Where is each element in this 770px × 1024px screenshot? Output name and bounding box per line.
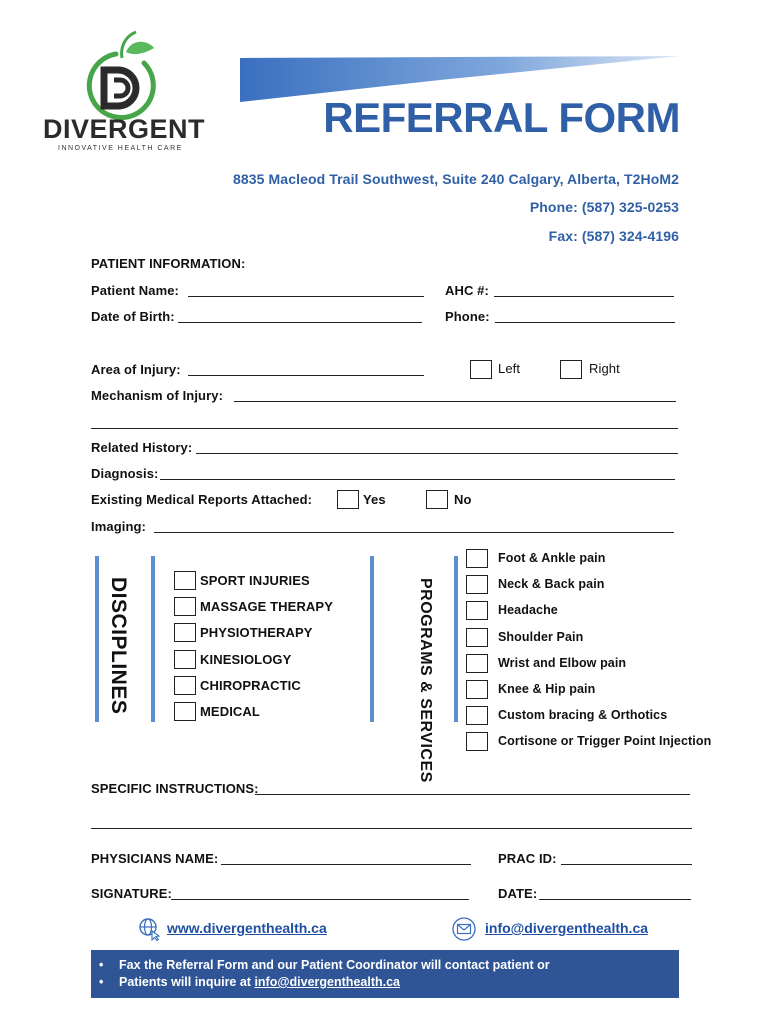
page-title: REFERRAL FORM xyxy=(323,94,680,141)
envelope-icon xyxy=(452,917,476,941)
signature-label: SIGNATURE: xyxy=(91,886,172,901)
diagnosis-field[interactable] xyxy=(160,479,675,480)
disciplines-title: DISCIPLINES xyxy=(107,577,130,715)
logo-tagline: INNOVATIVE HEALTH CARE xyxy=(58,145,183,152)
notice-text-1: Fax the Referral Form and our Patient Coordinator will contact patient or xyxy=(119,958,550,972)
programs-title xyxy=(392,578,436,783)
program-checkbox[interactable] xyxy=(466,549,488,568)
instructions-label: SPECIFIC INSTRUCTIONS: xyxy=(91,781,259,796)
discipline-checkbox[interactable] xyxy=(174,623,196,642)
program-label: Neck & Back pain xyxy=(498,577,605,592)
program-label: Shoulder Pain xyxy=(498,629,584,644)
date-label: DATE: xyxy=(498,886,538,901)
mechanism-label: Mechanism of Injury: xyxy=(91,388,224,403)
ahc-label: AHC #: xyxy=(445,283,489,298)
right-checkbox[interactable] xyxy=(560,360,582,379)
history-label: Related History: xyxy=(91,440,193,455)
discipline-checkbox[interactable] xyxy=(174,676,196,695)
reports-no-checkbox[interactable] xyxy=(426,490,448,509)
bullet-icon: • xyxy=(99,975,104,989)
notice-line-1 xyxy=(99,958,550,972)
mechanism-field-continued[interactable] xyxy=(91,428,678,429)
discipline-label: SPORT INJURIES xyxy=(200,573,310,588)
discipline-checkbox[interactable] xyxy=(174,650,196,669)
program-checkbox[interactable] xyxy=(466,706,488,725)
phone-field[interactable] xyxy=(495,322,675,323)
program-checkbox[interactable] xyxy=(466,654,488,673)
program-checkbox[interactable] xyxy=(466,628,488,647)
program-checkbox[interactable] xyxy=(466,601,488,620)
discipline-checkbox[interactable] xyxy=(174,702,196,721)
discipline-checkbox[interactable] xyxy=(174,571,196,590)
clinic-fax: Fax: (587) 324-4196 xyxy=(548,228,679,244)
patient-section-title: PATIENT INFORMATION: xyxy=(91,256,246,271)
notice-banner xyxy=(91,950,679,998)
diagnosis-label: Diagnosis: xyxy=(91,466,159,481)
program-checkbox[interactable] xyxy=(466,575,488,594)
program-checkbox[interactable] xyxy=(466,680,488,699)
clinic-address: 8835 Macleod Trail Southwest, Suite 240 Calgary, Alberta, T2HoM2 xyxy=(233,171,679,187)
discipline-label: MEDICAL xyxy=(200,704,260,719)
leaf-icon xyxy=(122,32,154,58)
website-link[interactable]: www.divergenthealth.ca xyxy=(167,920,327,936)
imaging-field[interactable] xyxy=(154,532,674,533)
prac-id-field[interactable] xyxy=(561,864,692,865)
left-label: Left xyxy=(498,361,521,376)
instructions-field-continued[interactable] xyxy=(91,828,692,829)
reports-yes-checkbox[interactable] xyxy=(337,490,359,509)
discipline-label: KINESIOLOGY xyxy=(200,651,292,667)
reports-label: Existing Medical Reports Attached: xyxy=(91,492,313,507)
logo xyxy=(40,28,205,158)
programs-title-line2: SERVICES xyxy=(417,698,434,783)
logo-mark xyxy=(40,28,205,128)
injury-area-field[interactable] xyxy=(188,375,424,376)
notice-line-2 xyxy=(99,975,400,989)
injury-area-label: Area of Injury: xyxy=(91,362,181,377)
imaging-label: Imaging: xyxy=(91,519,146,534)
signature-field[interactable] xyxy=(171,899,469,900)
patient-name-label: Patient Name: xyxy=(91,283,179,298)
discipline-label: MASSAGE THERAPY xyxy=(200,599,333,615)
programs-right-bar xyxy=(454,556,458,722)
discipline-label: PHYSIOTHERAPY xyxy=(200,625,313,641)
clinic-phone: Phone: (587) 325-0253 xyxy=(529,199,679,215)
program-label: Custom bracing & Orthotics xyxy=(498,708,668,723)
program-label: Foot & Ankle pain xyxy=(498,551,606,565)
program-checkbox[interactable] xyxy=(466,732,488,751)
bullet-icon: • xyxy=(99,958,104,972)
program-label: Wrist and Elbow pain xyxy=(498,655,627,670)
phone-label: Phone: xyxy=(445,309,490,324)
program-label: Headache xyxy=(498,603,558,618)
patient-name-field[interactable] xyxy=(188,296,424,297)
reports-no-label: No xyxy=(454,492,472,507)
reports-yes-label: Yes xyxy=(363,492,386,507)
program-label: Cortisone or Trigger Point Injection xyxy=(498,734,712,749)
history-field[interactable] xyxy=(196,453,678,454)
discipline-label: CHIROPRACTIC xyxy=(200,677,301,693)
disciplines-left-bar xyxy=(95,556,99,722)
physician-label: PHYSICIANS NAME: xyxy=(91,851,219,866)
mechanism-field[interactable] xyxy=(234,401,676,402)
instructions-field[interactable] xyxy=(255,794,690,795)
logo-brand-name: DIVERGENT xyxy=(43,114,206,144)
email-link[interactable]: info@divergenthealth.ca xyxy=(485,920,649,936)
physician-field[interactable] xyxy=(221,864,471,865)
left-checkbox[interactable] xyxy=(470,360,492,379)
right-label: Right xyxy=(589,361,620,376)
notice-text-2: Patients will inquire at xyxy=(119,975,255,989)
programs-title-line1: PROGRAMS & xyxy=(417,578,434,694)
programs-left-bar xyxy=(370,556,374,722)
disciplines-right-bar xyxy=(151,556,155,722)
date-field[interactable] xyxy=(539,899,691,900)
program-label: Knee & Hip pain xyxy=(498,682,596,696)
notice-email-link[interactable]: info@divergenthealth.ca xyxy=(254,975,400,989)
dob-label: Date of Birth: xyxy=(91,309,175,324)
prac-id-label: PRAC ID: xyxy=(498,851,557,866)
globe-cursor-icon xyxy=(138,917,162,941)
dob-field[interactable] xyxy=(178,322,422,323)
discipline-checkbox[interactable] xyxy=(174,597,196,616)
ahc-field[interactable] xyxy=(494,296,674,297)
